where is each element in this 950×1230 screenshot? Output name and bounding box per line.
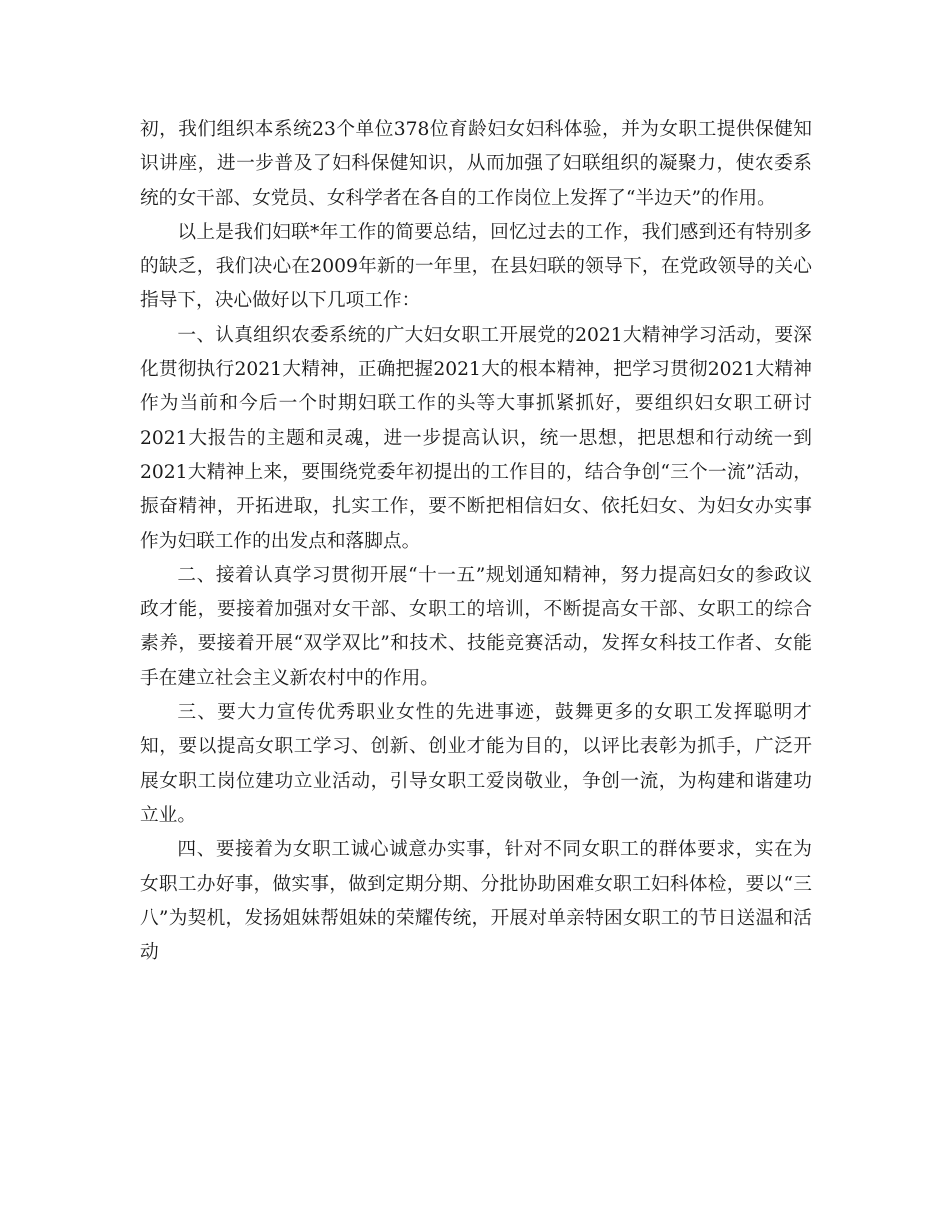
paragraph-continuation: 初，我们组织本系统23个单位378位育龄妇女妇科体验，并为女职工提供保健知识讲座，进一步普及了妇科保健知识，从而加强了妇联组织的凝聚力，使农委系统的女干部、女党员、女科学者在各自的工作岗位上发挥了“半边天”的作用。 <box>140 119 812 209</box>
document-body <box>140 113 812 970</box>
paragraph-item-3: 三、要大力宣传优秀职业女性的先进事迹，鼓舞更多的女职工发挥聪明才知，要以提高女职工学习、创新、创业才能为目的，以评比表彰为抓手，广泛开展女职工岗位建功立业活动，引导女职工爱岗敬业，争创一流，为构建和谐建功立业。 <box>140 702 812 826</box>
paragraph-item-2: 二、接着认真学习贯彻开展“十一五”规划通知精神，努力提高妇女的参政议政才能，要接着加强对女干部、女职工的培训，不断提高女干部、女职工的综合素养，要接着开展“双学双比”和技术、技能竞赛活动，发挥女科技工作者、女能手在建立社会主义新农村中的作用。 <box>140 564 812 689</box>
paragraph-item-4: 四、要接着为女职工诚心诚意办实事，针对不同女职工的群体要求，实在为女职工办好事，做实事，做到定期分期、分批协助困难女职工妇科体检，要以“三八”为契机，发扬姐妹帮姐妹的荣耀传统，开展对单亲特困女职工的节日送温和活动 <box>140 839 812 964</box>
paragraph-item-1: 一、认真组织农委系统的广大妇女职工开展党的2021大精神学习活动，要深化贯彻执行2021大精神，正确把握2021大的根本精神，把学习贯彻2021大精神作为当前和今后一个时期妇联工作的头等大事抓紧抓好，要组织妇女职工研讨2021大报告的主题和灵魂，进一步提高认识，统一思想，把思想和行动统一到2021大精神上来，要围绕党委年初提出的工作目的，结合争创“三个一流”活动，振奋精神，开拓进取，扎实工作，要不断把相信妇女、依托妇女、为妇女办实事作为妇联工作的出发点和落脚点。 <box>140 324 812 552</box>
paragraph-summary: 以上是我们妇联*年工作的简要总结，回忆过去的工作，我们感到还有特别多的缺乏，我们决心在2009年新的一年里，在县妇联的领导下，在党政领导的关心指导下，决心做好以下几项工作： <box>140 221 812 312</box>
